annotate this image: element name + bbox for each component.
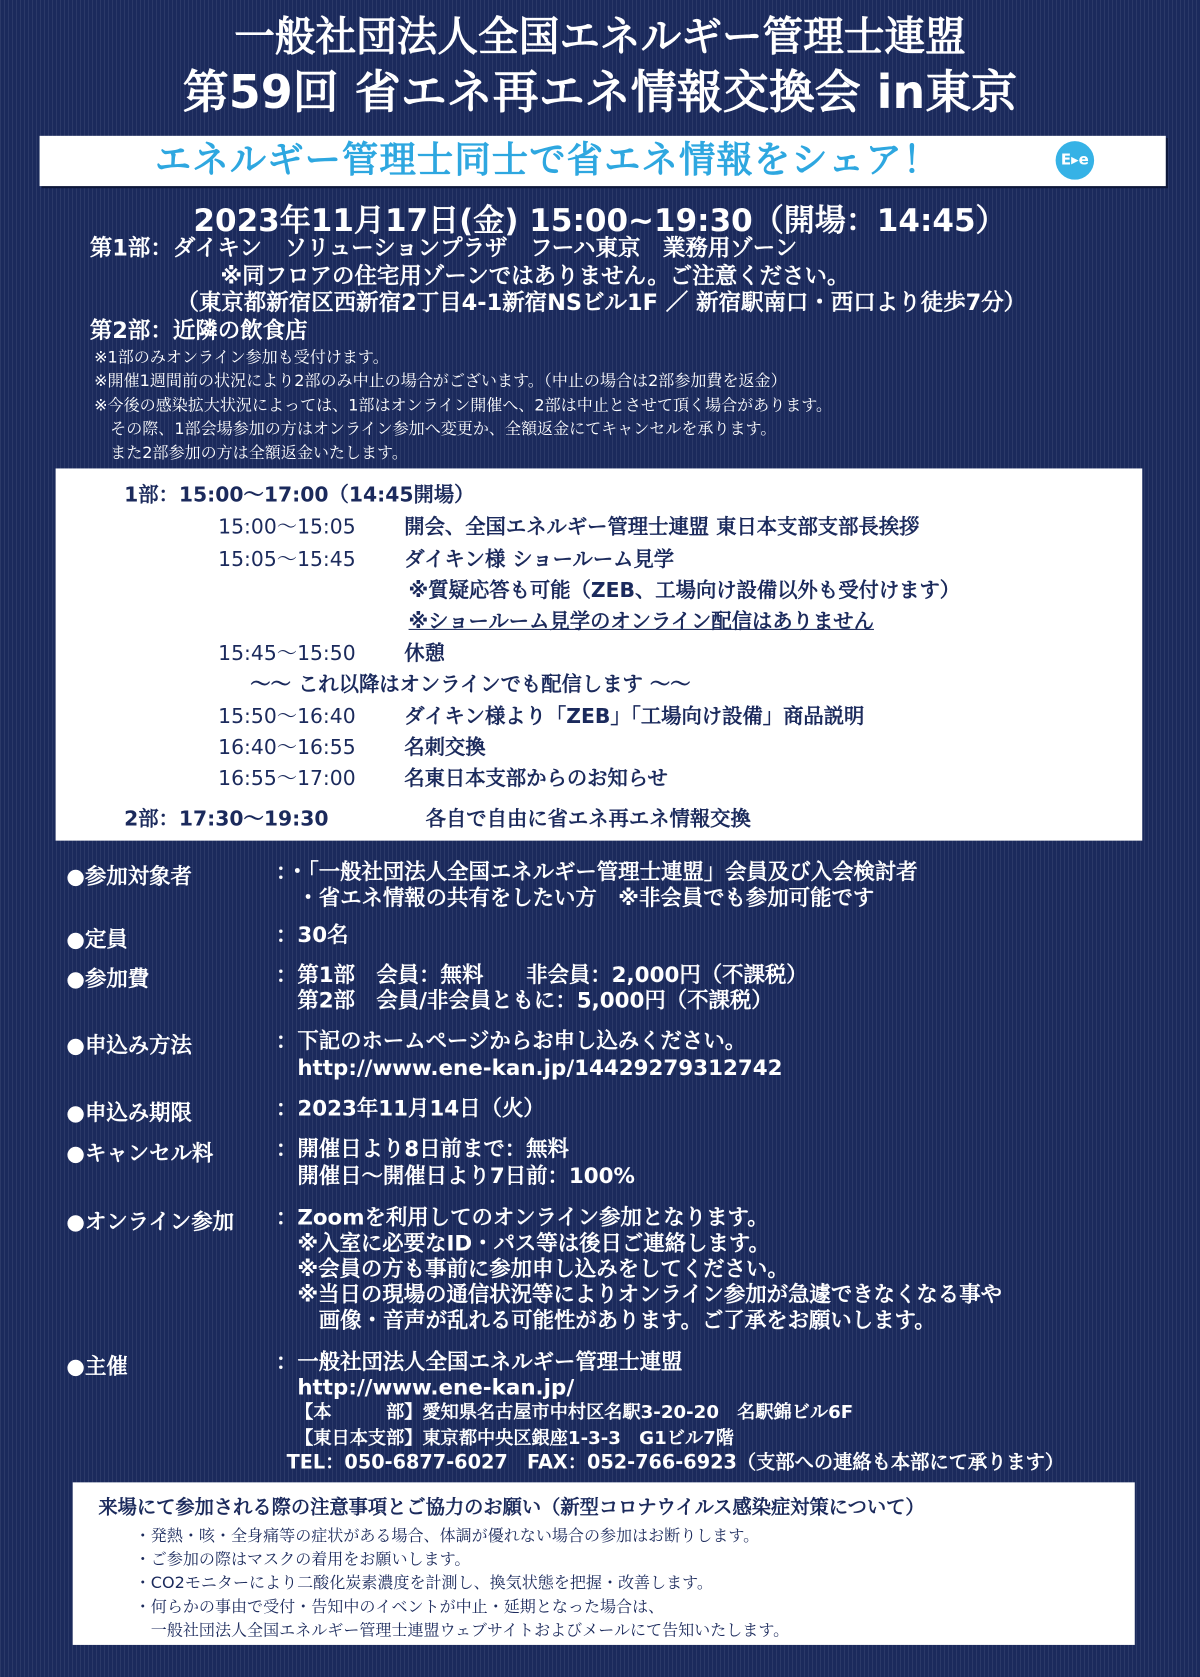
schedule-item: 名東日本支部からのお知らせ — [404, 766, 668, 791]
detail-value: 第2部 会員/非会員ともに：5,000円（不課税） — [275, 987, 773, 1013]
venue-note: ※1部のみオンライン参加も受付けます。 — [94, 347, 389, 367]
venue-note: ※開催1週間前の状況により2部のみ中止の場合がございます。（中止の場合は2部参加費を返金） — [94, 371, 787, 391]
schedule-time: 15:50～16:40 — [218, 704, 356, 729]
detail-label: ●申込み期限 — [66, 1099, 192, 1126]
venue-address: （東京都新宿区西新宿2丁目4-1新宿NSビル1F ／ 新宿駅南口・西口より徒歩7分） — [176, 289, 1027, 316]
schedule-time: 15:00～15:05 — [218, 515, 356, 540]
detail-value: ：第1部 会員：無料 非会員：2,000円（不課税） — [275, 961, 808, 988]
schedule-item: 名刺交換 — [404, 735, 486, 760]
schedule-time: 16:40～16:55 — [218, 735, 356, 760]
schedule-note-underlined: ※ショールーム見学のオンライン配信はありません — [408, 609, 874, 634]
schedule-part1-heading: 1部：15:00～17:00（14:45開場） — [124, 483, 475, 507]
detail-label: ●オンライン参加 — [66, 1208, 235, 1235]
schedule-note: ※質疑応答も可能（ZEB、工場向け設備以外も受付けます） — [408, 578, 961, 603]
detail-label: ●参加費 — [66, 965, 150, 992]
schedule-time: 15:05～15:45 — [218, 547, 356, 572]
event-title: 第59回 省エネ再エネ情報交換会 in東京 — [182, 66, 1018, 120]
schedule-time: 16:55～17:00 — [218, 766, 356, 791]
org-title: 一般社団法人全国エネルギー管理士連盟 — [234, 12, 966, 60]
tagline-text: エネルギー管理士同士で省エネ情報をシェア！ — [154, 139, 941, 182]
tagline-banner — [40, 136, 1166, 186]
detail-value: 画像・音声が乱れる可能性があります。ご了承をお願いします。 — [275, 1306, 936, 1333]
detail-value: ：一般社団法人全国エネルギー管理士連盟 — [275, 1348, 683, 1375]
detail-value: ※会員の方も事前に参加申し込みをしてください。 — [275, 1255, 789, 1282]
detail-value: ・省エネ情報の共有をしたい方 ※非会員でも参加可能です — [275, 884, 875, 911]
detail-label: ●主催 — [66, 1352, 128, 1379]
detail-label: ●申込み方法 — [66, 1032, 192, 1058]
organizer-hq: 【本 部】愛知県名古屋市中村区名駅3-20-20 名駅錦ビル6F — [295, 1402, 854, 1424]
online-divider: ～～ これ以降はオンラインでも配信します ～～ — [250, 672, 691, 697]
venue-part1: 第1部：ダイキン ソリューションプラザ フーハ東京 業務用ゾーン — [89, 235, 798, 261]
schedule-item: 休憩 — [404, 641, 445, 666]
notice-item: ・ご参加の際はマスクの着用をお願いします。 — [134, 1549, 471, 1569]
schedule-part2-text: 各自で自由に省エネ再エネ情報交換 — [425, 807, 751, 832]
notice-box — [73, 1482, 1135, 1645]
detail-value: ※入室に必要なID・パス等は後日ご連絡します。 — [275, 1229, 770, 1256]
detail-value: ：2023年11月14日（火） — [275, 1095, 545, 1121]
apply-url[interactable]: http://www.ene-kan.jp/14429279312742 — [275, 1054, 783, 1081]
schedule-item: ダイキン様より「ZEB」「工場向け設備」商品説明 — [404, 704, 865, 729]
schedule-time: 15:45～15:50 — [218, 641, 356, 666]
detail-label: ●定員 — [66, 926, 128, 952]
detail-value: ：・「一般社団法人全国エネルギー管理士連盟」会員及び入会検討者 — [275, 858, 918, 885]
detail-label: ●参加対象者 — [66, 863, 192, 889]
notice-item: ・発熱・咳・全身痛等の症状がある場合、体調が優れない場合の参加はお断りします。 — [134, 1526, 760, 1546]
venue-part2: 第2部：近隣の飲食店 — [89, 317, 308, 344]
notice-item: 一般社団法人全国エネルギー管理士連盟ウェブサイトおよびメールにて告知いたします。 — [134, 1620, 790, 1640]
venue-note: ※今後の感染拡大状況によっては、1部はオンライン開催へ、2部は中止とさせて頂く場合があります。 — [94, 395, 833, 415]
notice-item: ・何らかの事由で受付・告知中のイベントが中止・延期となった場合は、 — [134, 1596, 665, 1617]
event-datetime: 2023年11月17日(金) 15:00~19:30（開場：14:45） — [193, 202, 1007, 239]
detail-value: ：30名 — [275, 921, 349, 948]
venue-note: また2部参加の方は全額返金いたします。 — [94, 442, 408, 463]
notice-item: ・CO2モニターにより二酸化炭素濃度を計測し、換気状態を把握・改善します。 — [134, 1573, 713, 1593]
schedule-item: ダイキン様 ショールーム見学 — [404, 547, 675, 572]
notice-title: 来場にて参加される際の注意事項とご協力のお願い（新型コロナウイルス感染症対策について） — [98, 1496, 925, 1519]
schedule-part2-heading: 2部：17:30～19:30 — [124, 807, 329, 832]
organizer-contact: TEL：050-6877-6027 FAX：052-766-6923（支部への連絡も本部にて承ります） — [286, 1451, 1065, 1474]
venue-part1-note: ※同フロアの住宅用ゾーンではありません。ご注意ください。 — [220, 263, 850, 289]
venue-note: その際、1部会場参加の方はオンライン参加へ変更か、全額返金にてキャンセルを承ります。 — [94, 419, 777, 439]
energy-logo-icon: E▸e — [1056, 141, 1095, 180]
detail-value: 開催日～開催日より7日前：100% — [275, 1162, 635, 1189]
organizer-branch: 【東日本支部】東京都中央区銀座1-3-3 G1ビル7階 — [295, 1427, 734, 1450]
detail-label: ●キャンセル料 — [66, 1140, 214, 1166]
schedule-item: 開会、全国エネルギー管理士連盟 東日本支部支部長挨拶 — [404, 515, 920, 540]
organizer-url[interactable]: http://www.ene-kan.jp/ — [275, 1374, 575, 1400]
detail-value: ：下記のホームページからお申し込みください。 — [275, 1027, 747, 1054]
schedule-box — [56, 468, 1143, 840]
detail-value: ：開催日より8日前まで：無料 — [275, 1135, 569, 1162]
detail-value: ：Zoomを利用してのオンライン参加となります。 — [275, 1204, 769, 1230]
detail-value: ※当日の現場の通信状況等によりオンライン参加が急遽できなくなる事や — [275, 1281, 1002, 1307]
